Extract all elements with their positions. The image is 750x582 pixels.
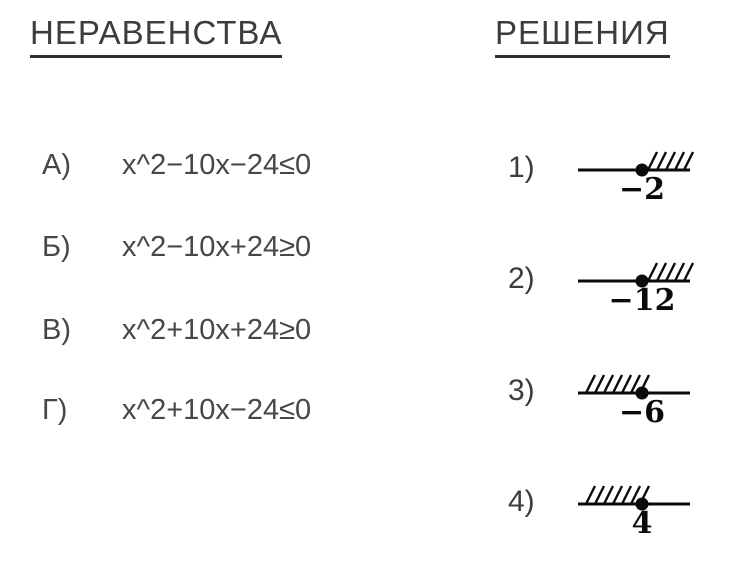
inequality-item-g: [42, 390, 311, 430]
inequality-letter: В): [42, 314, 71, 346]
inequality-expression: x^2+10x+24≥0: [122, 314, 312, 346]
solutions-header: РЕШЕНИЯ: [495, 14, 670, 58]
solution-number: 1): [508, 151, 535, 184]
point-label: 4: [631, 506, 653, 541]
inequality-letter: Г): [42, 394, 68, 426]
solution-number: 3): [508, 374, 535, 407]
hatch-marks-right: [648, 263, 693, 281]
inequality-expression: x^2−10x−24≤0: [122, 149, 312, 181]
solution-number: 4): [508, 485, 535, 518]
inequality-item-a: [42, 145, 311, 185]
point-label: −12: [608, 283, 676, 318]
inequality-letter: Б): [42, 231, 71, 263]
number-line-figure: [578, 371, 696, 443]
number-line-figure: [578, 259, 696, 331]
inequality-letter: А): [42, 149, 71, 181]
solution-item-1: [508, 148, 708, 220]
solution-item-4: [508, 482, 708, 554]
solution-item-2: [508, 259, 708, 331]
inequalities-header: НЕРАВЕНСТВА: [30, 14, 282, 58]
number-line-figure: [578, 482, 696, 554]
inequality-item-b: [42, 227, 311, 267]
point-label: −6: [618, 395, 666, 430]
solution-item-3: [508, 371, 708, 443]
number-line-figure: [578, 148, 696, 220]
solution-number: 2): [508, 262, 535, 295]
inequality-expression: x^2−10x+24≥0: [122, 231, 312, 263]
hatch-marks-right: [648, 152, 693, 170]
point-label: −2: [618, 172, 666, 207]
inequality-item-v: [42, 310, 311, 350]
inequality-expression: x^2+10x−24≤0: [122, 394, 312, 426]
